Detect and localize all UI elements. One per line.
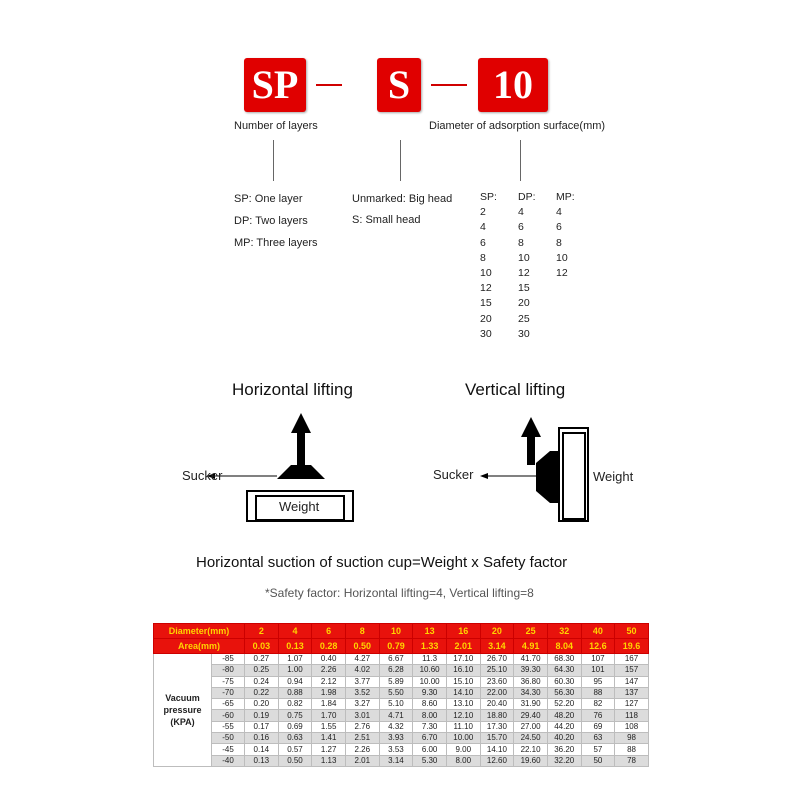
force-cell: 0.25 [245,665,279,676]
vertical-weight-label: Weight [593,469,634,484]
force-cell: 0.24 [245,676,279,687]
force-cell: 8.00 [446,755,480,766]
force-cell: 5.30 [413,755,447,766]
area-cell: 0.13 [278,639,312,654]
force-cell: 127 [615,699,649,710]
force-cell: 10.00 [413,676,447,687]
diameter-value: 10 [556,251,568,264]
pressure-cell: -75 [212,676,245,687]
force-cell: 3.93 [379,733,413,744]
layers-option: SP: One layer [234,193,303,205]
table-row [154,744,649,755]
connector-line [273,140,274,181]
table-row [154,665,649,676]
diameter-value: 15 [480,297,492,310]
force-cell: 64.30 [547,665,581,676]
force-cell: 6.28 [379,665,413,676]
force-cell: 39.30 [514,665,548,676]
force-cell: 44.20 [547,721,581,732]
force-cell: 0.82 [278,699,312,710]
force-cell: 0.19 [245,710,279,721]
diameter-label: Diameter of adsorption surface(mm) [429,120,606,132]
diameter-column-sp [480,190,497,342]
force-cell: 3.52 [345,687,379,698]
area-cell: 0.03 [245,639,279,654]
force-cell: 69 [581,721,615,732]
force-cell: 2.76 [345,721,379,732]
force-cell: 3.53 [379,744,413,755]
diameter-value: 20 [518,297,530,310]
table-row [154,699,649,710]
diameter-value: 6 [556,221,562,234]
force-cell: 36.20 [547,744,581,755]
area-cell: 1.33 [413,639,447,654]
diameter-cell: 8 [345,624,379,639]
table-row [154,654,649,665]
force-cell: 6.70 [413,733,447,744]
diameter-value: 8 [518,236,524,249]
diameter-cell: 6 [312,624,346,639]
area-cell: 8.04 [547,639,581,654]
force-cell: 1.00 [278,665,312,676]
force-cell: 0.20 [245,699,279,710]
diameter-cell: 20 [480,624,514,639]
force-cell: 1.27 [312,744,346,755]
force-cell: 25.10 [480,665,514,676]
force-cell: 34.30 [514,687,548,698]
force-cell: 1.84 [312,699,346,710]
horizontal-lifting-title: Horizontal lifting [232,380,353,399]
table-header-row [154,639,649,654]
force-cell: 3.14 [379,755,413,766]
area-header: Area(mm) [154,639,245,654]
weight-box-inner [563,433,585,519]
force-cell: 24.50 [514,733,548,744]
table-row [154,687,649,698]
force-cell: 82 [581,699,615,710]
pressure-cell: -50 [212,733,245,744]
force-cell: 20.40 [480,699,514,710]
vacuum-pressure-label: Vacuum pressure (KPA) [154,654,212,767]
pressure-cell: -85 [212,654,245,665]
force-cell: 3.27 [345,699,379,710]
force-cell: 16.10 [446,665,480,676]
force-cell: 40.20 [547,733,581,744]
force-cell: 29.40 [514,710,548,721]
diameter-cell: 50 [615,624,649,639]
force-cell: 60.30 [547,676,581,687]
force-cell: 6.67 [379,654,413,665]
force-cell: 15.10 [446,676,480,687]
force-cell: 2.51 [345,733,379,744]
force-cell: 5.50 [379,687,413,698]
table-row [154,721,649,732]
force-cell: 0.16 [245,733,279,744]
force-cell: 108 [615,721,649,732]
code-box-diameter: 10 [478,58,548,112]
column-header: MP: [556,191,575,203]
force-cell: 1.55 [312,721,346,732]
up-arrow-icon [291,413,311,465]
force-cell: 1.07 [278,654,312,665]
force-cell: 118 [615,710,649,721]
force-cell: 14.10 [480,744,514,755]
diameter-cell: 4 [278,624,312,639]
force-cell: 32.20 [547,755,581,766]
force-cell: 2.26 [312,665,346,676]
force-cell: 0.94 [278,676,312,687]
force-cell: 137 [615,687,649,698]
force-cell: 56.30 [547,687,581,698]
force-cell: 107 [581,654,615,665]
force-cell: 7.30 [413,721,447,732]
force-cell: 8.60 [413,699,447,710]
diameter-value: 4 [518,206,524,219]
diameter-value: 6 [480,236,486,249]
diameter-cell: 2 [245,624,279,639]
force-cell: 52.20 [547,699,581,710]
pressure-cell: -45 [212,744,245,755]
code-box-layers: SP [244,58,306,112]
force-cell: 0.40 [312,654,346,665]
table-header-row [154,624,649,639]
force-cell: 157 [615,665,649,676]
layers-option: MP: Three layers [234,237,318,249]
diameter-value: 30 [480,327,492,340]
force-cell: 11.10 [446,721,480,732]
diameter-column-dp [518,190,536,342]
head-option: S: Small head [352,214,421,226]
connector-line [520,140,521,181]
pressure-cell: -55 [212,721,245,732]
force-cell: 9.00 [446,744,480,755]
force-cell: 76 [581,710,615,721]
force-cell: 10.60 [413,665,447,676]
force-cell: 63 [581,733,615,744]
diameter-value: 4 [480,221,486,234]
force-cell: 0.50 [278,755,312,766]
diameter-value: 10 [480,266,492,279]
area-cell: 0.79 [379,639,413,654]
force-cell: 0.22 [245,687,279,698]
code-box-head: S [377,58,421,112]
force-cell: 78 [615,755,649,766]
diameter-cell: 25 [514,624,548,639]
table-row [154,676,649,687]
suction-formula: Horizontal suction of suction cup=Weight x Safety factor [196,554,568,571]
number-of-layers-label: Number of layers [234,120,318,132]
force-cell: 5.89 [379,676,413,687]
force-cell: 2.12 [312,676,346,687]
force-cell: 12.60 [480,755,514,766]
up-arrow-icon [521,417,541,465]
horizontal-weight-label: Weight [279,499,320,514]
force-cell: 4.02 [345,665,379,676]
force-cell: 1.13 [312,755,346,766]
diameter-value: 30 [518,327,530,340]
diameter-cell: 32 [547,624,581,639]
force-cell: 68.30 [547,654,581,665]
force-cell: 6.00 [413,744,447,755]
force-cell: 41.70 [514,654,548,665]
force-cell: 26.70 [480,654,514,665]
diameter-value: 6 [518,221,524,234]
suction-cup-icon [277,465,325,479]
force-cell: 11.3 [413,654,447,665]
table-row [154,733,649,744]
force-cell: 0.13 [245,755,279,766]
force-cell: 88 [581,687,615,698]
force-cell: 0.69 [278,721,312,732]
force-cell: 17.10 [446,654,480,665]
area-cell: 0.50 [345,639,379,654]
force-cell: 0.88 [278,687,312,698]
force-cell: 36.80 [514,676,548,687]
force-cell: 22.00 [480,687,514,698]
diameter-value: 25 [518,312,530,325]
force-cell: 13.10 [446,699,480,710]
vertical-lifting-title: Vertical lifting [465,380,566,399]
pressure-cell: -70 [212,687,245,698]
force-cell: 1.98 [312,687,346,698]
force-cell: 0.75 [278,710,312,721]
diameter-cell: 13 [413,624,447,639]
diameter-value: 4 [556,206,562,219]
layers-option: DP: Two layers [234,215,308,227]
area-cell: 12.6 [581,639,615,654]
diameter-value: 12 [556,266,568,279]
force-cell: 2.01 [345,755,379,766]
vertical-sucker-label: Sucker [433,467,474,482]
diameter-cell: 16 [446,624,480,639]
force-cell: 22.10 [514,744,548,755]
force-cell: 12.10 [446,710,480,721]
area-cell: 0.28 [312,639,346,654]
diameter-value: 20 [480,312,492,325]
diameter-value: 8 [480,251,486,264]
force-cell: 167 [615,654,649,665]
force-cell: 4.71 [379,710,413,721]
head-option: Unmarked: Big head [352,193,453,205]
force-cell: 17.30 [480,721,514,732]
force-cell: 14.10 [446,687,480,698]
force-cell: 18.80 [480,710,514,721]
diameter-cell: 40 [581,624,615,639]
area-cell: 19.6 [615,639,649,654]
diameter-header: Diameter(mm) [154,624,245,639]
diameter-value: 12 [518,266,530,279]
force-cell: 147 [615,676,649,687]
force-cell: 23.60 [480,676,514,687]
force-cell: 0.57 [278,744,312,755]
column-header: DP: [518,191,536,203]
force-cell: 4.32 [379,721,413,732]
diameter-value: 2 [480,206,486,219]
force-cell: 95 [581,676,615,687]
force-cell: 9.30 [413,687,447,698]
force-cell: 50 [581,755,615,766]
force-cell: 31.90 [514,699,548,710]
force-cell: 3.77 [345,676,379,687]
area-cell: 4.91 [514,639,548,654]
suction-cup-icon [536,451,559,503]
force-cell: 0.63 [278,733,312,744]
diameter-value: 12 [480,282,492,295]
code-dash [316,84,342,86]
horizontal-sucker-label: Sucker [182,468,223,483]
force-cell: 48.20 [547,710,581,721]
force-cell: 101 [581,665,615,676]
diameter-value: 10 [518,251,530,264]
table-row [154,755,649,766]
force-cell: 0.17 [245,721,279,732]
pressure-cell: -80 [212,665,245,676]
force-cell: 8.00 [413,710,447,721]
force-cell: 5.10 [379,699,413,710]
pressure-cell: -65 [212,699,245,710]
force-cell: 88 [615,744,649,755]
suction-force-table [153,623,649,767]
force-cell: 57 [581,744,615,755]
connector-line [400,140,401,181]
table-row [154,710,649,721]
force-cell: 1.70 [312,710,346,721]
force-cell: 3.01 [345,710,379,721]
force-cell: 1.41 [312,733,346,744]
force-cell: 0.14 [245,744,279,755]
force-cell: 27.00 [514,721,548,732]
area-cell: 3.14 [480,639,514,654]
force-cell: 10.00 [446,733,480,744]
force-cell: 15.70 [480,733,514,744]
force-cell: 4.27 [345,654,379,665]
diameter-value: 15 [518,282,530,295]
force-cell: 2.26 [345,744,379,755]
pressure-cell: -60 [212,710,245,721]
force-cell: 98 [615,733,649,744]
diameter-cell: 10 [379,624,413,639]
diameter-column-mp [556,190,575,281]
pressure-cell: -40 [212,755,245,766]
safety-factor-note: *Safety factor: Horizontal lifting=4, Vertical lifting=8 [265,586,534,600]
area-cell: 2.01 [446,639,480,654]
pointer-arrowhead-icon [480,473,488,479]
column-header: SP: [480,191,497,203]
force-cell: 19.60 [514,755,548,766]
diameter-value: 8 [556,236,562,249]
code-dash [431,84,467,86]
force-cell: 0.27 [245,654,279,665]
